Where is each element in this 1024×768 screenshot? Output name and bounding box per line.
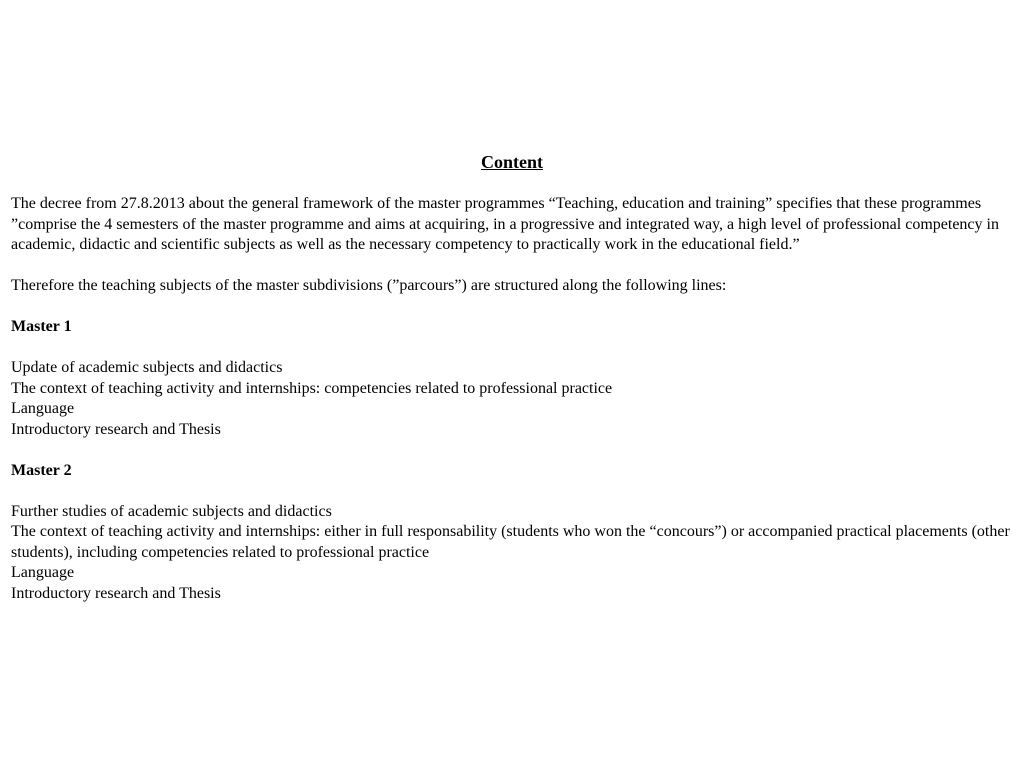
spacer (11, 338, 1013, 359)
master1-item: The context of teaching activity and internships: competencies related to professional practice (11, 379, 613, 397)
intro-paragraph: The decree from 27.8.2013 about the general framework of the master programmes “Teaching, education and training” specifies that these programmes ”comprise the 4 semesters of the master programme and aims at acquiring, in a progressive and integrated way, a high level of professional competency in academic, didactic and scientific subjects as well as the necessary competency to practically work in the educational field.” (11, 195, 999, 253)
master2-item: Introductory research and Thesis (11, 584, 221, 602)
master1-heading: Master 1 (11, 318, 72, 335)
master2-item: Language (11, 564, 75, 581)
master1-item: Language (11, 400, 75, 417)
document-body (11, 194, 1013, 604)
master1-item: Introductory research and Thesis (11, 420, 221, 438)
master1-item: Update of academic subjects and didactics (11, 359, 283, 376)
spacer (11, 440, 1013, 461)
master2-item: The context of teaching activity and internships: either in full responsability (students who won the “concours”) or accompanied practical placements (other students), including competencies related to professional practice (11, 523, 1010, 561)
page-title: Content (481, 152, 543, 172)
structure-paragraph: Therefore the teaching subjects of the master subdivisions (”parcours”) are structured along the following lines: (11, 277, 727, 294)
master2-item: Further studies of academic subjects and didactics (11, 502, 332, 520)
spacer (11, 297, 1013, 318)
spacer (11, 256, 1013, 277)
spacer (11, 481, 1013, 502)
master2-heading: Master 2 (11, 461, 72, 479)
